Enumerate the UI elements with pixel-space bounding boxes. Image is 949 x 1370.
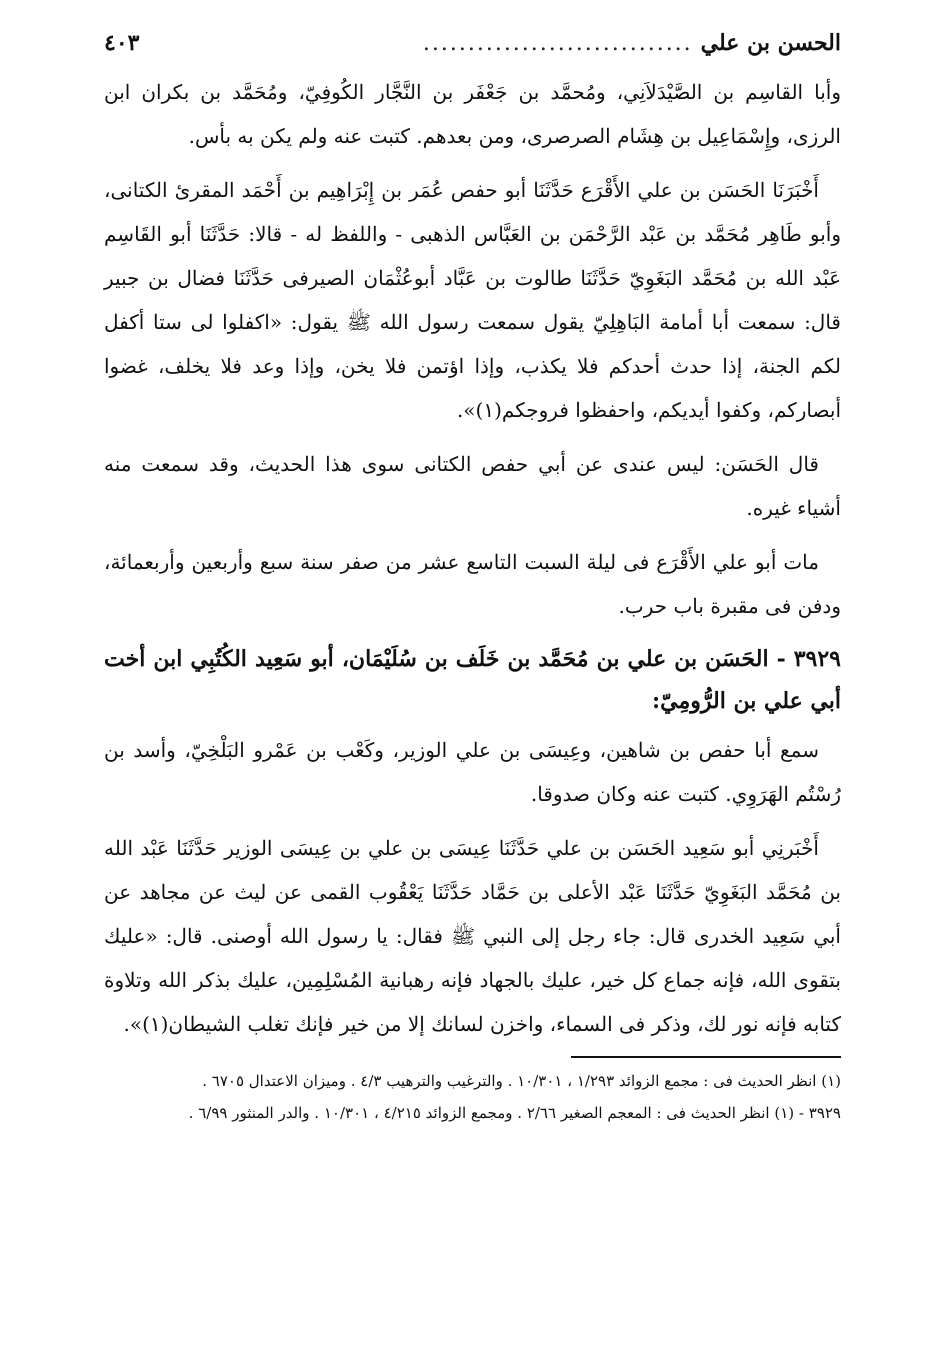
page-number: ٤٠٣ — [104, 30, 140, 56]
footnote-1: (١) انظر الحديث فى : مجمع الزوائد ١/٢٩٣ ، ١٠/٣٠١ . والترغيب والترهيب ٤/٣ . وميزان الاعتدال ٦٧٠٥ . — [202, 1072, 841, 1090]
header-dots: .............................. — [422, 31, 693, 56]
footnote-2: ٣٩٢٩ - (١) انظر الحديث فى : المعجم الصغير ٢/٦٦ . ومجمع الزوائد ٤/٢١٥ ، ١٠/٣٠١ . والدر المنثور ٦/٩٩ . — [188, 1104, 841, 1122]
header-title: الحسن بن علي — [700, 30, 841, 56]
paragraph-death: مات أبو علي الأَقْرَع فى ليلة السبت التاسع عشر من صفر سنة سبع وأربعين وأربعمائة، ودفن فى مقبرة باب حرب. — [104, 550, 841, 618]
paragraph-comment: قال الحَسَن: ليس عندى عن أبي حفص الكتانى سوى هذا الحديث، وقد سمعت منه أشياء غيره. — [104, 452, 841, 520]
entry-heading: ٣٩٢٩ - الحَسَن بن علي بن مُحَمَّد بن خَلَف بن سُلَيْمَان، أبو سَعِيد الكُتُبِي ابن أخت أبي علي بن الرُّومِيّ: — [104, 646, 841, 714]
running-header — [104, 30, 841, 70]
footnote-divider — [571, 1056, 841, 1058]
paragraph-teachers: سمع أبا حفص بن شاهين، وعِيسَى بن علي الوزير، وكَعْب بن عَمْرو البَلْخِيّ، وأسد بن رُسْتُم الهَرَوِي. كتبت عنه وكان صدوقا. — [104, 738, 841, 806]
paragraph-continuation: وأبا القاسِم بن الصَّيْدَلاَنِي، ومُحمَّد بن جَعْفَر بن النَّجَّار الكُوفِيّ، ومُحَمَّد بن بكران ابن الرزى، وإِسْمَاعِيل بن هِشَام الصرصرى، ومن بعدهم. كتبت عنه ولم يكن به بأس. — [104, 80, 841, 148]
paragraph-hadith-1: أَخْبَرَنَا الحَسَن بن علي الأَقْرَع حَدَّثَنَا أبو حفص عُمَر بن إِبْرَاهِيم بن أَحْمَد المقرئ الكتانى، وأبو طَاهِر مُحَمَّد بن عَبْد الرَّحْمَن بن العَبَّاس الذهبى - واللفظ له - قالا: حَدَّثَنَا أبو القَاسِم عَبْد الله بن مُحَمَّد البَغَوِيّ حَدَّثَنَا طالوت بن عَبَّاد أبوعُثْمَان الصيرفى حَدَّثَنَا فضال بن جبير قال: سمعت أبا أمامة البَاهِلِيّ يقول سمعت رسول الله ﷺ يقول: «اكفلوا لى ستا أكفل لكم الجنة، إذا حدث أحدكم فلا يكذب، وإذا اؤتمن فلا يخن، وإذا وعد فلا يخلف، غضوا أبصاركم، وكفوا أيديكم، واحفظوا فروجكم(١)». — [104, 178, 841, 422]
paragraph-hadith-2: أَخْبَرنِي أبو سَعِيد الحَسَن بن علي حَدَّثَنَا عِيسَى بن علي بن عِيسَى الوزير حَدَّثَنَا عَبْد الله بن مُحَمَّد البَغَوِيّ حَدَّثَنَا عَبْد الأعلى بن حَمَّاد حَدَّثَنَا يَعْقُوب القمى عن ليث عن مجاهد عن أبي سَعِيد الخدرى قال: جاء رجل إلى النبي ﷺ فقال: يا رسول الله أوصنى. قال: «عليك بتقوى الله، فإنه جماع كل خير، عليك بالجهاد فإنه رهبانية المُسْلِمِين، عليك بذكر الله وتلاوة كتابه فإنه نور لك، وذكر فى السماء، واخزن لسانك إلا من خير فإنك تغلب الشيطان(١)». — [104, 836, 841, 1036]
